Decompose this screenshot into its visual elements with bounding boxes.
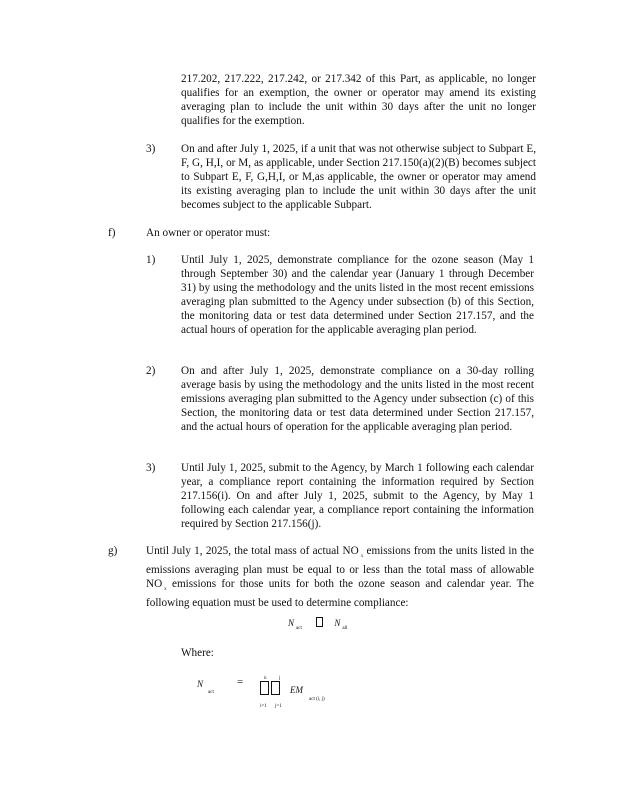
sum-upper-j: j [279,676,281,681]
eq-lhs: N [288,618,295,628]
nox-subscript: x [360,554,364,559]
item-g-label: g) [108,545,118,557]
sum-lower-j: j=1 [275,704,282,709]
item-f2-label: 2) [146,365,156,377]
item-f1-text: Until July 1, 2025, demonstrate compliance for the ozone season (May 1 through September 30) and the calendar year (January 1 through December 31) by using the methodology and the units listed in the most recent emissions averaging plan submitted to the Agency under subsection (b) of this Section, the monitoring data or test data determined under Section 217.157, and the actual hours of operation for the applicable averaging plan period. [181,254,534,336]
item-e3-text: On and after July 1, 2025, if a unit that was not otherwise subject to Subpart E, F, G, H,I, or M, as applicable, under Section 217.150(a)(2)(B) becomes subject to Subpart E, F, G,H,I, or M,as applicable, the owner or operator may amend its existing averaging plan to include the unit within 30 days after the unit becomes subject to the applicable Subpart. [181,143,536,211]
def-lhs: N [197,679,204,689]
item-f1-label: 1) [146,254,156,266]
def-term: EM [290,685,303,695]
summation-j-icon [271,681,280,695]
def-lhs-sub: act [208,690,214,695]
less-equal-symbol-icon [316,617,323,627]
item-f3-label: 3) [146,462,156,474]
item-g-text-mid: emissions from the units listed in the emissions averaging plan must be equal to or less than the total mass of allowable NO [146,545,534,590]
sum-lower-i: i=1 [260,704,267,709]
eq-lhs-sub: act [296,626,302,631]
item-g-text [146,545,534,611]
item-e3-label: 3) [146,143,156,155]
eq-rhs-sub: all [342,626,348,631]
nox-subscript-2: x [164,586,167,592]
item-g-text-after: emissions for those units for both the ozone season and calendar year. The following equation must be used to determine compliance: [146,577,534,609]
item-f3-text: Until July 1, 2025, submit to the Agency, by March 1 following each calendar year, a compliance report containing the information required by Section 217.156(i). On and after July 1, 2025, submit to the Agency, by May 1 following each calendar year, a compliance report containing the information required by Section 217.156(j). [181,462,534,530]
def-term-sub: act (i, j) [309,697,325,702]
def-equals: = [237,676,244,688]
summation-icons [260,681,282,700]
where-label: Where: [181,647,214,659]
item-f-label: f) [108,227,116,239]
eq-rhs: N [334,618,341,628]
item-e2-continuation: 217.202, 217.222, 217.242, or 217.342 of this Part, as applicable, no longer qualifies for an exemption, the owner or operator may amend its existing averaging plan to include the unit within 30 days after the unit no longer qualifies for the exemption. [181,73,536,127]
item-f2-text: On and after July 1, 2025, demonstrate compliance on a 30-day rolling average basis by using the methodology and the units listed in the most recent emissions averaging plan submitted to the Agency under subsection (c) of this Section, the monitoring data or test data determined under Section 217.157, and the actual hours of operation for the applicable averaging plan period. [181,365,534,433]
summation-i-icon [260,681,269,695]
definition-equation [197,676,347,716]
item-g-text-before: Until July 1, 2025, the total mass of actual NO [146,545,359,557]
compliance-equation [288,617,347,636]
sum-upper-n: n [264,676,267,681]
item-f-text: An owner or operator must: [146,227,271,239]
